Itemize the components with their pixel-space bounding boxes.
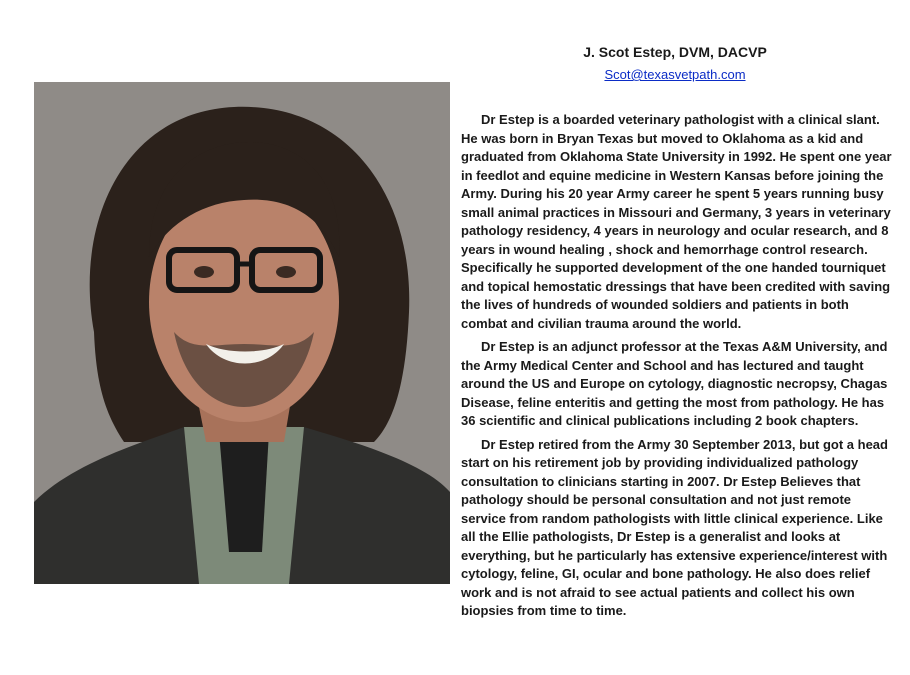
bio-paragraph: Dr Estep retired from the Army 30 September 2013, but got a head start on his retirement job by providing individualized pathology consultation to clinicians starting in 2007. Dr Estep Believes that pathology should be personal consultation and not just remote service from random pathologists with little clinical experience. Like all the Ellie pathologists, Dr Estep is a generalist and looks at everything, but he particularly has extensive experience/interest with cytology, feline, GI, ocular and bone pathology. He also does relief work and is not afraid to see actual patients and collect his own biopsies from time to time. [461, 436, 888, 618]
bio-paragraph: Dr Estep is a boarded veterinary pathologist with a clinical slant. He was born in Bryan Texas but moved to Oklahoma as a kid and graduated from Oklahoma State University in 1992. He spent one year in feedlot and equine medicine in Western Kansas before joining the Army. During his 20 year Army career he spent 5 years running busy small animal practices in Missouri and Germany, 3 years in veterinary pathology residency, 4 years in neurology and ocular research, and 8 years in wound healing , shock and hemorrhage control research. Specifically he supported development of the one handed tourniquet and topical hemostatic dressings that have been credited with saving the lives of hundreds of wounded soldiers and patients in both combat and civilian trauma around the world. [461, 112, 892, 331]
bio-text [461, 111, 893, 626]
page-title: J. Scot Estep, DVM, DACVP [583, 44, 767, 60]
header [460, 42, 890, 84]
portrait-photo [34, 82, 450, 584]
email-link[interactable]: Scot@texasvetpath.com [604, 67, 746, 82]
bio-paragraph: Dr Estep is an adjunct professor at the Texas A&M University, and the Army Medical Center and School and has lectured and taught around the US and Europe on cytology, diagnostic necropsy, Chagas Disease, feline enteritis and getting the most from pathology. He has 36 scientific and clinical publications including 2 book chapters. [461, 339, 888, 428]
